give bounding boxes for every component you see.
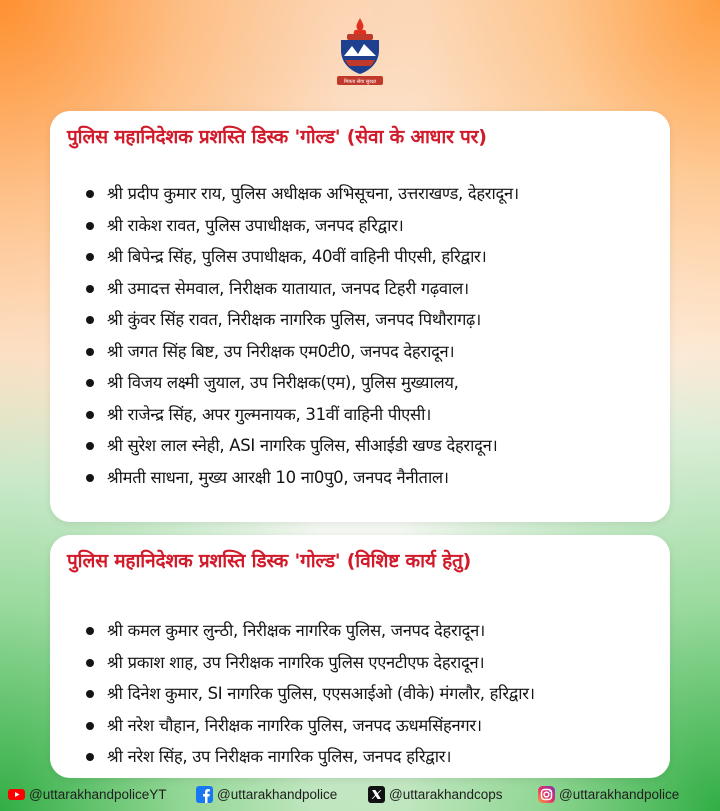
section-title-service: पुलिस महानिदेशक प्रशस्ति डिस्क 'गोल्ड' (सेवा के आधार पर) (67, 126, 487, 148)
bullet-icon (86, 659, 94, 667)
bullet-icon (86, 442, 94, 450)
section-card-service (50, 111, 670, 522)
instagram-handle: @uttarakhandpolice (559, 787, 680, 802)
list-item: श्री राकेश रावत, पुलिस उपाधीक्षक, जनपद हरिद्वार। (84, 210, 519, 242)
list-item: श्री नरेश चौहान, निरीक्षक नागरिक पुलिस, जनपद ऊधमसिंहनगर। (84, 710, 535, 742)
list-item: श्री कमल कुमार लुन्ठी, निरीक्षक नागरिक पुलिस, जनपद देहरादून। (84, 615, 535, 647)
section-card-special-work (50, 535, 670, 778)
instagram-link[interactable] (538, 786, 679, 803)
bullet-icon (86, 474, 94, 482)
bullet-icon (86, 190, 94, 198)
x-handle: @uttarakhandcops (389, 787, 503, 802)
list-item: श्री प्रकाश शाह, उप निरीक्षक नागरिक पुलिस एएनटीएफ देहरादून। (84, 647, 535, 679)
bullet-icon (86, 253, 94, 261)
award-list-service (84, 178, 519, 493)
list-item: श्री प्रदीप कुमार राय, पुलिस अधीक्षक अभिसूचना, उत्तराखण्ड, देहरादून। (84, 178, 519, 210)
social-footer (0, 784, 720, 808)
list-item: श्री उमादत्त सेमवाल, निरीक्षक यातायात, जनपद टिहरी गढ़वाल। (84, 273, 519, 305)
list-item: श्री नरेश सिंह, उप निरीक्षक नागरिक पुलिस, जनपद हरिद्वार। (84, 741, 535, 773)
facebook-link[interactable] (196, 786, 337, 803)
section-title-special-work: पुलिस महानिदेशक प्रशस्ति डिस्क 'गोल्ड' (विशिष्ट कार्य हेतु) (67, 550, 472, 572)
bullet-icon (86, 379, 94, 387)
facebook-handle: @uttarakhandpolice (217, 787, 338, 802)
x-link[interactable] (368, 786, 503, 803)
list-item: श्री जगत सिंह बिष्ट, उप निरीक्षक एम0टी0, जनपद देहरादून। (84, 336, 519, 368)
list-item: श्री राजेन्द्र सिंह, अपर गुल्मनायक, 31वीं वाहिनी पीएसी। (84, 399, 519, 431)
bullet-icon (86, 753, 94, 761)
youtube-handle: @uttarakhandpoliceYT (29, 787, 167, 802)
youtube-link[interactable] (8, 786, 167, 803)
bullet-icon (86, 722, 94, 730)
list-item: श्री बिपेन्द्र सिंह, पुलिस उपाधीक्षक, 40वीं वाहिनी पीएसी, हरिद्वार। (84, 241, 519, 273)
x-icon (368, 786, 385, 803)
emblem-motto: मित्रता सेवा सुरक्षा (343, 79, 377, 85)
list-item: श्री विजय लक्ष्मी जुयाल, उप निरीक्षक(एम), पुलिस मुख्यालय, (84, 367, 519, 399)
bullet-icon (86, 348, 94, 356)
bullet-icon (86, 690, 94, 698)
bullet-icon (86, 316, 94, 324)
bullet-icon (86, 222, 94, 230)
bullet-icon (86, 627, 94, 635)
list-item: श्री कुंवर सिंह रावत, निरीक्षक नागरिक पुलिस, जनपद पिथौरागढ़। (84, 304, 519, 336)
youtube-icon (8, 786, 25, 803)
list-item: श्रीमती साधना, मुख्य आरक्षी 10 ना0पु0, जनपद नैनीताल। (84, 462, 519, 494)
facebook-icon (196, 786, 213, 803)
award-list-special-work (84, 615, 535, 773)
bullet-icon (86, 285, 94, 293)
uttarakhand-police-emblem-icon (331, 16, 389, 92)
instagram-icon (538, 786, 555, 803)
list-item: श्री दिनेश कुमार, SI नागरिक पुलिस, एएसआईओ (वीके) मंगलौर, हरिद्वार। (84, 678, 535, 710)
list-item: श्री सुरेश लाल स्नेही, ASI नागरिक पुलिस, सीआईडी खण्ड देहरादून। (84, 430, 519, 462)
bullet-icon (86, 411, 94, 419)
